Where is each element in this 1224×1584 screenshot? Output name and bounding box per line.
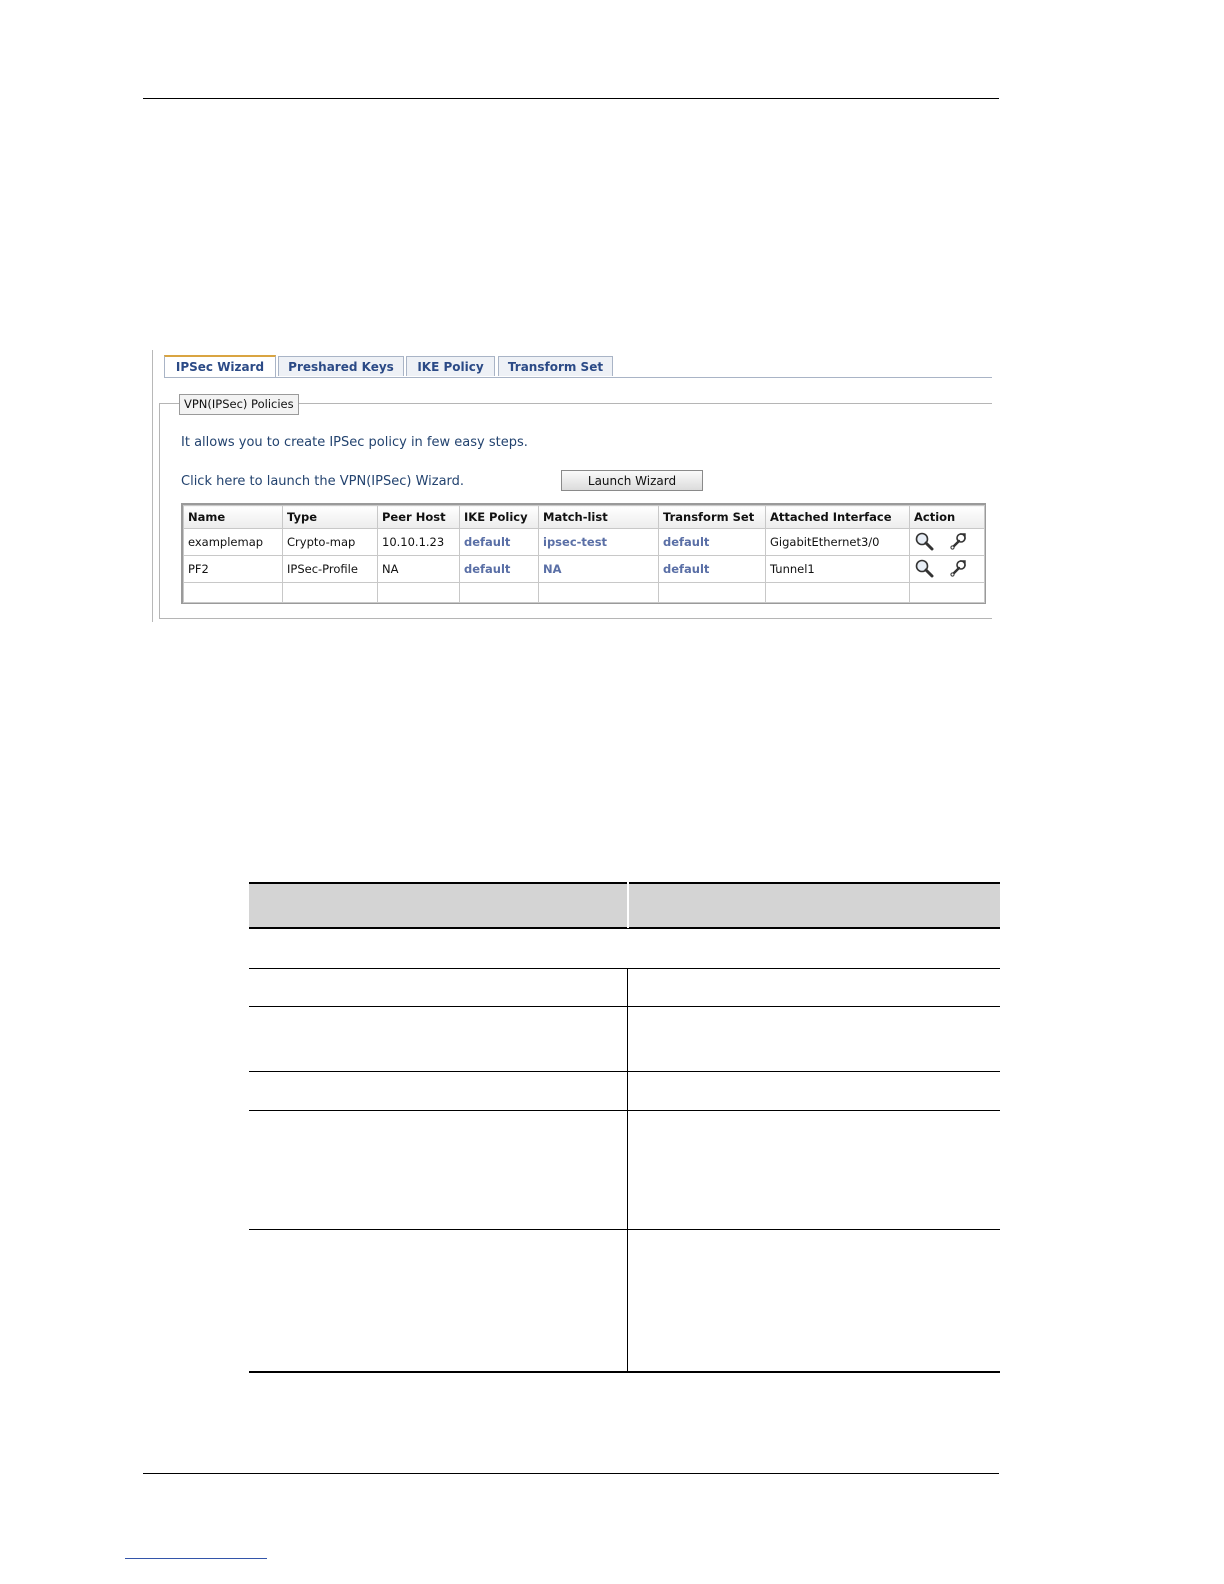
- table-row[interactable]: [184, 556, 985, 583]
- table-row[interactable]: [184, 529, 985, 556]
- page-bottom-rule: [143, 1473, 999, 1474]
- table-rule: [249, 927, 1000, 929]
- tab-ike-policy[interactable]: IKE Policy: [406, 356, 495, 376]
- launch-wizard-button[interactable]: Launch Wizard: [561, 470, 703, 491]
- table-rule: [249, 1229, 1000, 1230]
- cell-name: examplemap: [184, 529, 283, 556]
- policies-table-container: [181, 503, 986, 604]
- cell-interface: GigabitEthernet3/0: [766, 529, 910, 556]
- header-divider: [627, 882, 629, 928]
- table-rule: [249, 1071, 1000, 1072]
- tab-baseline: [164, 377, 992, 378]
- cell-peer-host: 10.10.1.23: [378, 529, 460, 556]
- footer-link-underline: [125, 1558, 267, 1559]
- intro-text: It allows you to create IPSec policy in few easy steps.: [181, 435, 528, 450]
- document-table-header: [249, 882, 1000, 928]
- policies-table: [183, 505, 985, 603]
- empty-cell: [184, 583, 283, 603]
- transform-set-link[interactable]: default: [659, 556, 766, 583]
- cell-action: [910, 529, 985, 556]
- table-rule: [249, 1006, 1000, 1007]
- column-header-attached-interface[interactable]: Attached Interface: [766, 506, 910, 529]
- column-header-peer-host[interactable]: Peer Host: [378, 506, 460, 529]
- tab-preshared-keys[interactable]: Preshared Keys: [278, 356, 404, 376]
- empty-cell: [766, 583, 910, 603]
- table-row-empty: [184, 583, 985, 603]
- ike-policy-link[interactable]: default: [460, 529, 539, 556]
- policies-legend: VPN(IPSec) Policies: [179, 394, 299, 415]
- cell-name: PF2: [184, 556, 283, 583]
- cell-type: IPSec-Profile: [283, 556, 378, 583]
- match-list-link[interactable]: NA: [539, 556, 659, 583]
- magnifier-icon[interactable]: [914, 531, 934, 554]
- tab-ipsec-wizard[interactable]: IPSec Wizard: [164, 355, 276, 377]
- ipsec-screenshot-panel: [152, 350, 992, 622]
- magnifier-icon[interactable]: [914, 558, 934, 581]
- table-rule: [249, 1371, 1000, 1373]
- column-header-transform-set[interactable]: Transform Set: [659, 506, 766, 529]
- cell-peer-host: NA: [378, 556, 460, 583]
- table-rule: [249, 882, 1000, 884]
- column-header-match-list[interactable]: Match-list: [539, 506, 659, 529]
- column-header-type[interactable]: Type: [283, 506, 378, 529]
- launch-wizard-text: Click here to launch the VPN(IPSec) Wizard.: [181, 474, 465, 489]
- empty-cell: [378, 583, 460, 603]
- tab-transform-set[interactable]: Transform Set: [498, 356, 613, 376]
- empty-cell: [283, 583, 378, 603]
- cell-action: [910, 556, 985, 583]
- empty-cell: [539, 583, 659, 603]
- ike-policy-link[interactable]: default: [460, 556, 539, 583]
- empty-cell: [659, 583, 766, 603]
- table-rule: [249, 1110, 1000, 1111]
- transform-set-link[interactable]: default: [659, 529, 766, 556]
- column-header-ike-policy[interactable]: IKE Policy: [460, 506, 539, 529]
- panel-left-border: [152, 350, 153, 622]
- cell-type: Crypto-map: [283, 529, 378, 556]
- column-divider: [627, 968, 628, 1372]
- empty-cell: [460, 583, 539, 603]
- column-header-action: Action: [910, 506, 985, 529]
- column-header-name[interactable]: Name: [184, 506, 283, 529]
- wrench-icon[interactable]: [948, 531, 968, 554]
- table-rule: [249, 968, 1000, 969]
- empty-cell: [910, 583, 985, 603]
- match-list-link[interactable]: ipsec-test: [539, 529, 659, 556]
- page-top-rule: [143, 98, 999, 99]
- cell-interface: Tunnel1: [766, 556, 910, 583]
- wrench-icon[interactable]: [948, 558, 968, 581]
- table-header-row: [184, 506, 985, 529]
